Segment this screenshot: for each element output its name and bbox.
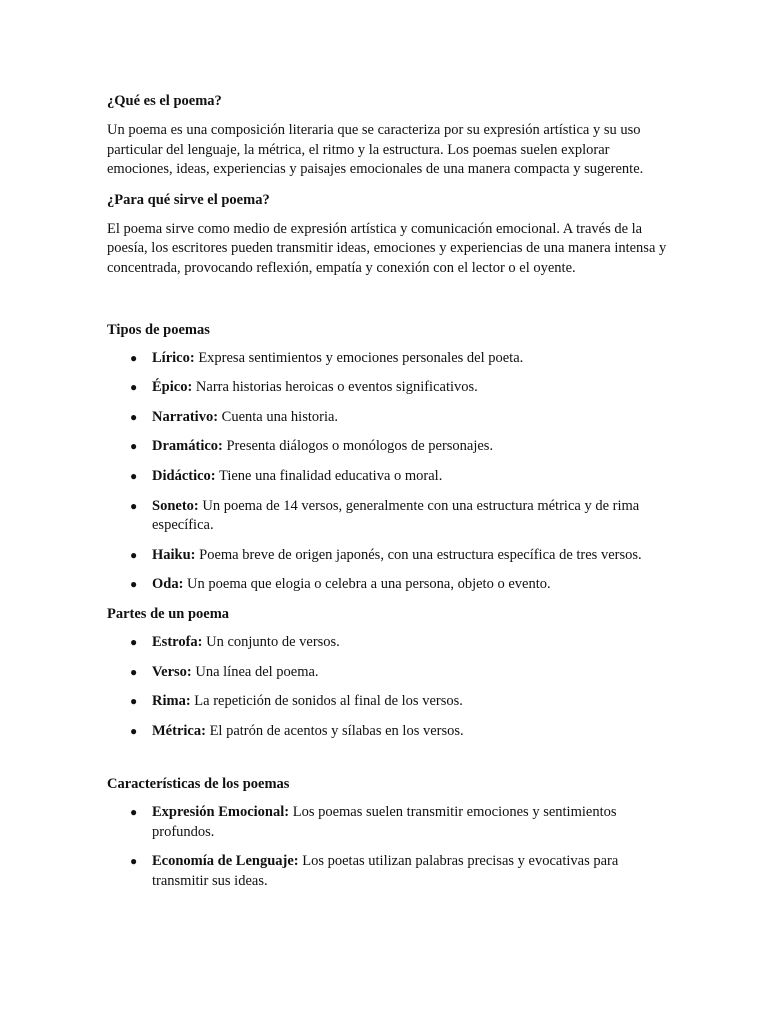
bullet-icon: ● [130, 805, 138, 820]
item-desc: Cuenta una historia. [218, 408, 339, 425]
paragraph-que-es: Un poema es una composición literaria que se caracteriza por su expresión artística y su uso particular del lenguaje, la métrica, el ritmo y la estructura. Los poemas suelen explorar emociones, ideas, experiencias y paisajes emocionales de una manera compacta y sugerente. [107, 122, 644, 178]
list-item [107, 852, 668, 891]
item-term: Rima: [152, 693, 191, 710]
item-term: Verso: [152, 663, 192, 680]
list-item [107, 437, 668, 457]
item-desc: El patrón de acentos y sílabas en los versos. [205, 722, 464, 739]
heading-partes: Partes de un poema [107, 605, 230, 622]
paragraph-para-que: El poema sirve como medio de expresión artística y comunicación emocional. A través de la poesía, los escritores pueden transmitir ideas, emociones y experiencias de una manera intensa y concentrada, provocando reflexión, empatía y conexión con el lector o el oyente. [107, 220, 667, 276]
item-desc: Expresa sentimientos y emociones personales del poeta. [194, 349, 524, 366]
list-item [107, 633, 668, 653]
bullet-icon: ● [130, 634, 138, 649]
bullet-icon: ● [130, 468, 138, 483]
heading-que-es: ¿Qué es el poema? [107, 93, 222, 109]
bullet-icon: ● [130, 854, 138, 869]
item-term: Lírico: [152, 349, 195, 366]
list-tipos [107, 349, 668, 595]
bullet-icon: ● [130, 723, 138, 738]
item-desc: Los poemas suelen transmitir emociones y sentimientos profundos. [152, 804, 617, 840]
list-partes [107, 633, 668, 741]
item-desc: Tiene una finalidad educativa o moral. [215, 467, 443, 484]
list-item [107, 575, 668, 595]
bullet-icon: ● [130, 380, 138, 395]
item-desc: Un conjunto de versos. [202, 633, 340, 650]
list-item [107, 349, 668, 369]
item-term: Economía de Lenguaje: [152, 853, 299, 870]
list-item [107, 803, 668, 842]
item-desc: Poema breve de origen japonés, con una estructura específica de tres versos. [195, 546, 642, 563]
list-caracteristicas [107, 803, 668, 891]
list-item [107, 467, 668, 487]
item-term: Didáctico: [152, 467, 216, 484]
list-item [107, 546, 668, 566]
bullet-icon: ● [130, 694, 138, 709]
item-term: Dramático: [152, 438, 223, 455]
list-item [107, 408, 668, 428]
item-desc: Los poetas utilizan palabras precisas y evocativas para transmitir sus ideas. [152, 853, 619, 890]
item-desc: La repetición de sonidos al final de los versos. [190, 693, 463, 710]
bullet-icon: ● [130, 439, 138, 454]
item-desc: Narra historias heroicas o eventos significativos. [192, 379, 478, 396]
list-item [107, 692, 668, 712]
bullet-icon: ● [130, 409, 138, 424]
list-item [107, 663, 668, 683]
item-term: Épico: [152, 379, 193, 396]
heading-para-que: ¿Para qué sirve el poema? [107, 191, 270, 208]
item-desc: Una línea del poema. [191, 663, 319, 680]
bullet-icon: ● [130, 350, 138, 365]
item-term: Soneto: [152, 497, 199, 514]
item-term: Haiku: [152, 546, 196, 563]
item-desc: Presenta diálogos o monólogos de personajes. [222, 438, 494, 455]
bullet-icon: ● [130, 664, 138, 679]
item-desc: Un poema que elogia o celebra a una persona, objeto o evento. [183, 576, 551, 593]
heading-caracteristicas: Características de los poemas [107, 776, 290, 793]
item-term: Estrofa: [152, 633, 203, 650]
heading-tipos: Tipos de poemas [107, 321, 210, 338]
item-desc: Un poema de 14 versos, generalmente con una estructura métrica y de rima específica. [152, 497, 640, 534]
list-item [107, 378, 668, 398]
item-term: Métrica: [152, 722, 206, 739]
bullet-icon: ● [130, 547, 138, 562]
bullet-icon: ● [130, 498, 138, 513]
bullet-icon: ● [130, 577, 138, 592]
list-item [107, 497, 668, 536]
item-term: Expresión Emocional: [152, 804, 290, 821]
list-item [107, 722, 668, 742]
item-term: Oda: [152, 576, 184, 593]
item-term: Narrativo: [152, 408, 219, 425]
